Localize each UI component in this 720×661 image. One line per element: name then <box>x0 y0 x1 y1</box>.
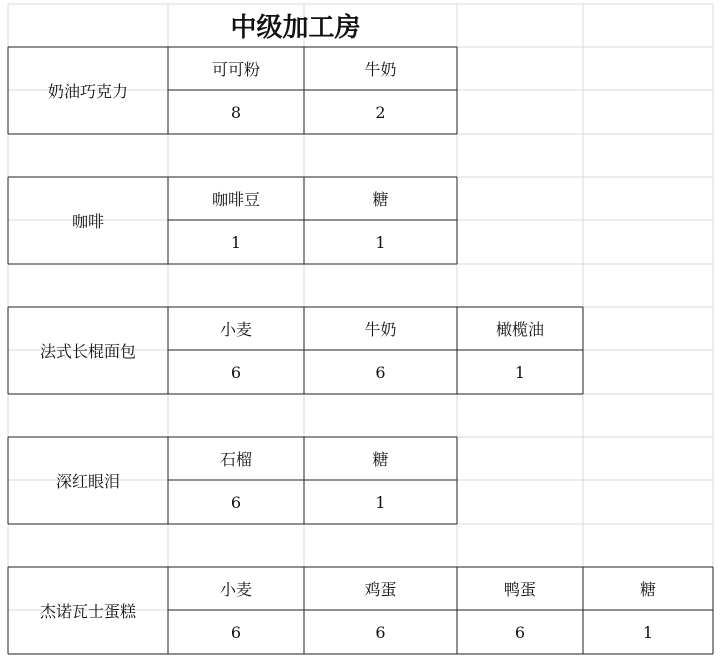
ingredient-qty[interactable]: 2 <box>375 102 386 122</box>
ingredient-name[interactable]: 糖 <box>639 580 656 599</box>
ingredient-qty[interactable]: 1 <box>375 492 386 512</box>
ingredient-name[interactable]: 小麦 <box>219 580 252 599</box>
ingredient-qty[interactable]: 1 <box>230 232 242 252</box>
ingredient-name[interactable]: 小麦 <box>219 320 252 339</box>
ingredient-qty[interactable]: 1 <box>642 622 654 642</box>
ingredient-name[interactable]: 鸭蛋 <box>503 580 536 599</box>
ingredient-qty[interactable]: 1 <box>514 362 526 382</box>
ingredient-name[interactable]: 石榴 <box>219 450 252 469</box>
ingredient-qty[interactable]: 6 <box>514 622 526 642</box>
ingredient-name[interactable]: 咖啡豆 <box>211 190 260 209</box>
ingredient-name[interactable]: 鸡蛋 <box>364 580 397 599</box>
ingredient-name[interactable]: 可可粉 <box>211 60 260 79</box>
ingredient-qty[interactable]: 8 <box>230 102 242 122</box>
recipe-name[interactable]: 奶油巧克力 <box>47 82 128 101</box>
ingredient-name[interactable]: 糖 <box>372 450 389 469</box>
recipe-name[interactable]: 咖啡 <box>71 212 104 231</box>
recipe-name[interactable]: 杰诺瓦士蛋糕 <box>39 602 136 621</box>
recipe-name[interactable]: 深红眼泪 <box>55 472 120 491</box>
ingredient-qty[interactable]: 1 <box>375 232 386 252</box>
ingredient-name[interactable]: 橄榄油 <box>495 320 544 339</box>
ingredient-qty[interactable]: 6 <box>230 622 242 642</box>
sheet-title: 中级加工房 <box>230 13 361 43</box>
ingredient-name[interactable]: 糖 <box>372 190 389 209</box>
recipe-name[interactable]: 法式长棍面包 <box>39 342 136 361</box>
ingredient-name[interactable]: 牛奶 <box>364 320 397 339</box>
ingredient-name[interactable]: 牛奶 <box>364 60 397 79</box>
ingredient-qty[interactable]: 6 <box>230 492 242 512</box>
ingredient-qty[interactable]: 6 <box>375 362 386 382</box>
ingredient-qty[interactable]: 6 <box>230 362 242 382</box>
ingredient-qty[interactable]: 6 <box>375 622 386 642</box>
